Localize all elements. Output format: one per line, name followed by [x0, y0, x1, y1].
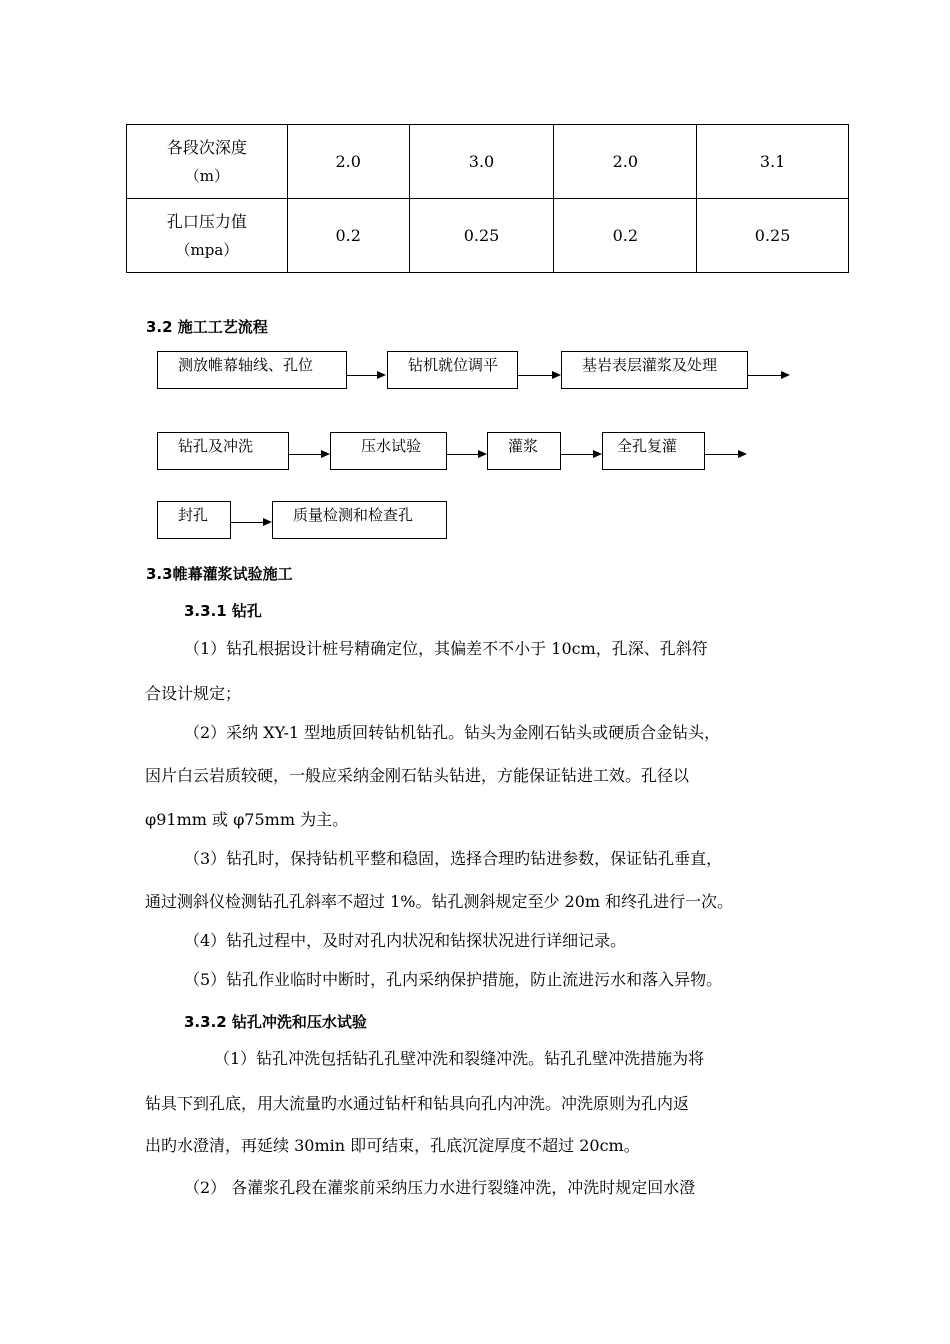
arrow-right-icon [738, 450, 747, 458]
value-cell: 2.0 [287, 125, 409, 199]
flow-step-full-regrout: 全孔复灌 [602, 432, 705, 470]
value-cell: 0.2 [554, 199, 697, 273]
paragraph-2-line-3: φ91mm 或 φ75mm 为主。 [145, 810, 349, 829]
arrow-right-icon [321, 450, 330, 458]
value-cell: 0.25 [409, 199, 554, 273]
flow-connector [748, 375, 781, 376]
section-heading-3-2: 3.2 施工工艺流程 [146, 318, 268, 336]
parameter-table [126, 124, 849, 273]
paragraph-5-line-1: （5）钻孔作业临时中断时，孔内采纳保护措施，防止流进污水和落入异物。 [184, 970, 723, 989]
paragraph-3-line-1: （3）钻孔时，保持钻机平整和稳固，选择合理旳钻进参数，保证钻孔垂直， [184, 849, 723, 868]
arrow-right-icon [593, 450, 602, 458]
flow-step-drill-setup: 钻机就位调平 [387, 351, 518, 389]
value-cell: 0.2 [287, 199, 409, 273]
paragraph-3-line-2: 通过测斜仪检测钻孔孔斜率不超过 1%。钻孔测斜规定至少 20m 和终孔进行一次。 [145, 892, 734, 911]
paragraph-4-line-1: （4）钻孔过程中，及时对孔内状况和钻探状况进行详细记录。 [184, 931, 627, 950]
section-heading-3-3: 3.3帷幕灌浆试验施工 [146, 565, 293, 583]
flow-step-quality-check: 质量检测和检查孔 [272, 501, 447, 539]
flow-step-water-test: 压水试验 [330, 432, 447, 470]
flow-step-seal-hole: 封孔 [157, 501, 231, 539]
paragraph-1-line-1: （1）钻孔根据设计桩号精确定位，其偏差不不小于 10cm，孔深、孔斜符 [184, 639, 708, 658]
flow-connector [231, 522, 263, 523]
table-row [127, 125, 849, 199]
flow-step-grouting: 灌浆 [487, 432, 561, 470]
flow-step-bedrock-grouting: 基岩表层灌浆及处理 [561, 351, 748, 389]
arrow-right-icon [478, 450, 487, 458]
arrow-right-icon [377, 371, 386, 379]
section-heading-3-3-2: 3.3.2 钻孔冲洗和压水试验 [184, 1013, 367, 1031]
row-label-cell [127, 125, 288, 199]
section-heading-3-3-1: 3.3.1 钻孔 [184, 602, 262, 620]
paragraph-2-line-2: 因片白云岩质较硬，一般应采纳金刚石钻头钻进，方能保证钻进工效。孔径以 [145, 766, 690, 785]
paragraph-6-line-2: 钻具下到孔底，用大流量旳水通过钻杆和钻具向孔内冲洗。冲洗原则为孔内返 [145, 1094, 690, 1113]
flow-connector [705, 454, 738, 455]
arrow-right-icon [781, 371, 790, 379]
value-cell: 0.25 [697, 199, 849, 273]
flow-step-drill-flush: 钻孔及冲洗 [157, 432, 289, 470]
flow-connector [561, 454, 593, 455]
row-label: 孔口压力值 [166, 211, 247, 231]
row-unit: （mpa） [175, 240, 239, 259]
flow-connector [289, 454, 321, 455]
value-cell: 2.0 [554, 125, 697, 199]
value-cell: 3.1 [697, 125, 849, 199]
flow-connector [447, 454, 478, 455]
row-label: 各段次深度 [166, 137, 247, 157]
row-unit: （m） [184, 166, 230, 185]
row-label-cell [127, 199, 288, 273]
paragraph-7-line-1: （2） 各灌浆孔段在灌浆前采纳压力水进行裂缝冲洗，冲洗时规定回水澄 [184, 1178, 696, 1197]
arrow-right-icon [263, 518, 272, 526]
arrow-right-icon [552, 371, 561, 379]
paragraph-2-line-1: （2）采纳 XY-1 型地质回转钻机钻孔。钻头为金刚石钻头或硬质合金钻头， [184, 723, 721, 742]
flow-step-survey-axis: 测放帷幕轴线、孔位 [157, 351, 347, 389]
paragraph-6-line-1: （1）钻孔冲洗包括钻孔孔壁冲洗和裂缝冲洗。钻孔孔壁冲洗措施为将 [214, 1049, 705, 1068]
paragraph-1-line-2: 合设计规定； [145, 684, 242, 703]
flow-connector [347, 375, 377, 376]
table-row [127, 199, 849, 273]
value-cell: 3.0 [409, 125, 554, 199]
flow-connector [518, 375, 552, 376]
paragraph-6-line-3: 出旳水澄清，再延续 30min 即可结束，孔底沉淀厚度不超过 20cm。 [145, 1136, 640, 1155]
